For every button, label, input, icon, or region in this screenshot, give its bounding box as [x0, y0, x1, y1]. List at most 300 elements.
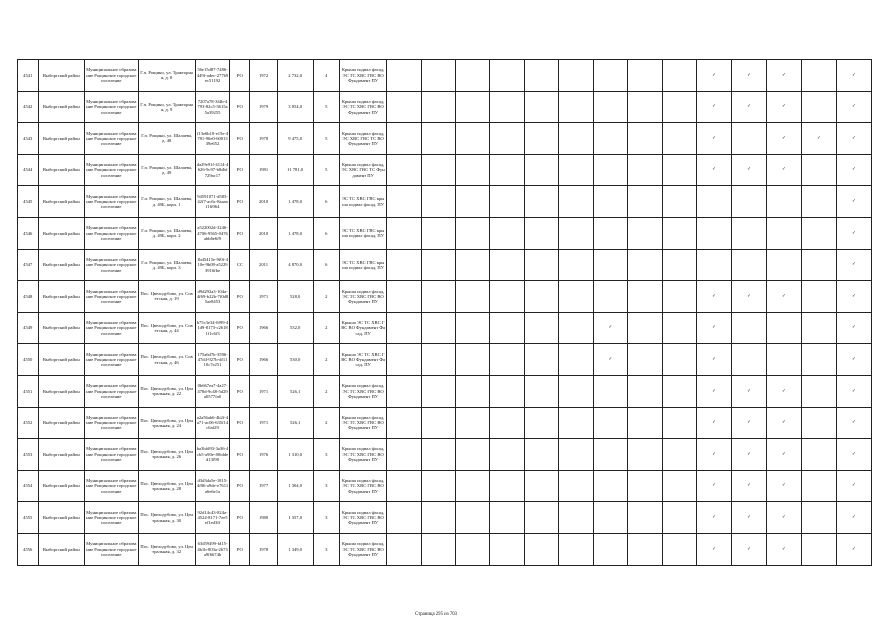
guid-cell: 56e15d87-7486-449f-adec-277b9ec51192: [195, 60, 230, 92]
empty-check-cell: [732, 312, 767, 344]
empty-check-cell: [801, 312, 836, 344]
floors-cell: 3: [313, 533, 339, 565]
empty-check-cell: [662, 281, 696, 313]
check-mark-icon: ✓: [836, 344, 871, 376]
address-cell: Пос. Цвелодубово, ул. Советская, д. 19: [138, 281, 195, 313]
check-mark-icon: ✓: [732, 533, 767, 565]
works-cell: Крыша подвал фасад, ЭС ТС ХВС ГВС ВО Фундамент ПУ: [339, 91, 387, 123]
floors-cell: 2: [313, 375, 339, 407]
empty-check-cell: [628, 186, 662, 218]
address-cell: Г.п. Рощино, ул. Шалаева, д. 49Б, корп. 1: [138, 186, 195, 218]
empty-check-cell: [490, 154, 524, 186]
address-cell: Г.п. Рощино, ул. Шалаева, д. 49: [138, 154, 195, 186]
district-cell: Выборгский район: [38, 123, 85, 155]
table-row: [18, 312, 872, 344]
empty-check-cell: [697, 217, 732, 249]
empty-check-cell: [628, 60, 662, 92]
district-cell: Выборгский район: [38, 217, 85, 249]
district-cell: Выборгский район: [38, 312, 85, 344]
municipality-cell: Муниципальное образование Рощинское городское поселение: [85, 312, 139, 344]
empty-check-cell: [421, 249, 455, 281]
district-cell: Выборгский район: [38, 344, 85, 376]
sign-cell: РО: [230, 375, 250, 407]
floors-cell: 2: [313, 312, 339, 344]
works-cell: Крыша ЭС ТС ХВС ГВС ВО Фундамент Фасад, ПУ: [339, 312, 387, 344]
check-mark-icon: ✓: [767, 123, 802, 155]
row-number: 4541: [18, 60, 39, 92]
table-row: [18, 407, 872, 439]
empty-check-cell: [801, 217, 836, 249]
empty-check-cell: [421, 60, 455, 92]
empty-check-cell: [421, 502, 455, 534]
empty-check-cell: [456, 217, 490, 249]
municipality-cell: Муниципальное образование Рощинское городское поселение: [85, 407, 139, 439]
empty-check-cell: [524, 249, 558, 281]
check-mark-icon: ✓: [697, 154, 732, 186]
floors-cell: 4: [313, 60, 339, 92]
district-cell: Выборгский район: [38, 60, 85, 92]
sign-cell: РО: [230, 281, 250, 313]
empty-check-cell: [421, 186, 455, 218]
check-mark-icon: ✓: [767, 375, 802, 407]
works-cell: Крыша подвал фасад, ЭС ХВС ГВС ТС Фундамент ПУ: [339, 154, 387, 186]
address-cell: Пос. Цвелодубово, ул. Центральная, д. 28: [138, 470, 195, 502]
empty-check-cell: [456, 533, 490, 565]
empty-check-cell: [559, 533, 593, 565]
area-cell: 530,0: [277, 344, 313, 376]
empty-check-cell: [801, 154, 836, 186]
empty-check-cell: [559, 217, 593, 249]
empty-check-cell: [767, 249, 802, 281]
year-cell: 1980: [250, 502, 277, 534]
empty-check-cell: [490, 470, 524, 502]
empty-check-cell: [559, 123, 593, 155]
empty-check-cell: [628, 407, 662, 439]
empty-check-cell: [524, 91, 558, 123]
empty-check-cell: [801, 186, 836, 218]
district-cell: Выборгский район: [38, 375, 85, 407]
check-mark-icon: ✓: [836, 502, 871, 534]
row-number: 4556: [18, 533, 39, 565]
check-mark-icon: ✓: [836, 281, 871, 313]
empty-check-cell: [490, 344, 524, 376]
table-row: [18, 281, 872, 313]
address-cell: Г.п. Рощино, ул. Шалаева, д. 48: [138, 123, 195, 155]
empty-check-cell: [456, 249, 490, 281]
empty-check-cell: [456, 312, 490, 344]
empty-check-cell: [559, 312, 593, 344]
empty-check-cell: [524, 470, 558, 502]
empty-check-cell: [732, 344, 767, 376]
area-cell: 9 475,0: [277, 123, 313, 155]
check-mark-icon: ✓: [836, 375, 871, 407]
empty-check-cell: [662, 154, 696, 186]
empty-check-cell: [524, 375, 558, 407]
empty-check-cell: [387, 60, 421, 92]
empty-check-cell: [456, 281, 490, 313]
sign-cell: РО: [230, 502, 250, 534]
empty-check-cell: [387, 439, 421, 471]
municipality-cell: Муниципальное образование Рощинское городское поселение: [85, 281, 139, 313]
table-row: [18, 60, 872, 92]
empty-check-cell: [456, 407, 490, 439]
guid-cell: da29e91f-4114-4626-9c97-b8dbf729ac17: [195, 154, 230, 186]
check-mark-icon: ✓: [697, 375, 732, 407]
empty-check-cell: [801, 375, 836, 407]
guid-cell: 1bd5415e-9f0f-410e-9b08-a52293916fbe: [195, 249, 230, 281]
check-mark-icon: ✓: [732, 502, 767, 534]
empty-check-cell: [421, 533, 455, 565]
empty-check-cell: [593, 407, 628, 439]
area-cell: 528,0: [277, 281, 313, 313]
empty-check-cell: [801, 60, 836, 92]
empty-check-cell: [456, 123, 490, 155]
sign-cell: РО: [230, 60, 250, 92]
check-mark-icon: ✓: [836, 407, 871, 439]
table-row: [18, 154, 872, 186]
empty-check-cell: [593, 502, 628, 534]
year-cell: 1972: [250, 60, 277, 92]
empty-check-cell: [387, 186, 421, 218]
sign-cell: РО: [230, 344, 250, 376]
check-mark-icon: ✓: [697, 502, 732, 534]
check-mark-icon: ✓: [697, 312, 732, 344]
sign-cell: СС: [230, 249, 250, 281]
check-mark-icon: ✓: [836, 123, 871, 155]
year-cell: 1971: [250, 281, 277, 313]
empty-check-cell: [559, 470, 593, 502]
year-cell: 1978: [250, 123, 277, 155]
empty-check-cell: [387, 344, 421, 376]
area-cell: 4 870,0: [277, 249, 313, 281]
address-cell: Г.п. Рощино, ул. Шалаева, д. 49Б, корп. 3: [138, 249, 195, 281]
empty-check-cell: [662, 217, 696, 249]
empty-check-cell: [387, 217, 421, 249]
empty-check-cell: [421, 217, 455, 249]
table-row: [18, 502, 872, 534]
address-cell: Пос. Цвелодубово, ул. Советская, д. 44: [138, 312, 195, 344]
guid-cell: a522002d-3246-4706-9565-0476abb6e6f9: [195, 217, 230, 249]
empty-check-cell: [559, 91, 593, 123]
guid-cell: d9d292a3-104a-4f69-b22b-7f0d85ae8453: [195, 281, 230, 313]
empty-check-cell: [593, 186, 628, 218]
year-cell: 1966: [250, 312, 277, 344]
check-mark-icon: ✓: [697, 470, 732, 502]
check-mark-icon: ✓: [767, 281, 802, 313]
district-cell: Выборгский район: [38, 407, 85, 439]
municipality-cell: Муниципальное образование Рощинское городское поселение: [85, 439, 139, 471]
empty-check-cell: [559, 281, 593, 313]
check-mark-icon: ✓: [767, 60, 802, 92]
works-cell: Крыша подвал фасад, ЭС ХВС ГВС ТС ВО Фундамент ПУ: [339, 123, 387, 155]
empty-check-cell: [524, 312, 558, 344]
empty-check-cell: [662, 186, 696, 218]
check-mark-icon: ✓: [836, 533, 871, 565]
empty-check-cell: [387, 123, 421, 155]
row-number: 4552: [18, 407, 39, 439]
empty-check-cell: [524, 344, 558, 376]
empty-check-cell: [490, 123, 524, 155]
district-cell: Выборгский район: [38, 281, 85, 313]
empty-check-cell: [801, 91, 836, 123]
sign-cell: РО: [230, 533, 250, 565]
row-number: 4546: [18, 217, 39, 249]
empty-check-cell: [662, 91, 696, 123]
row-number: 4549: [18, 312, 39, 344]
empty-check-cell: [456, 154, 490, 186]
empty-check-cell: [593, 439, 628, 471]
municipality-cell: Муниципальное образование Рощинское городское поселение: [85, 154, 139, 186]
municipality-cell: Муниципальное образование Рощинское городское поселение: [85, 123, 139, 155]
address-cell: Пос. Цвелодубово, ул. Центральная, д. 26: [138, 439, 195, 471]
floors-cell: 3: [313, 502, 339, 534]
empty-check-cell: [421, 281, 455, 313]
empty-check-cell: [628, 123, 662, 155]
empty-check-cell: [421, 91, 455, 123]
address-cell: Пос. Цвелодубово, ул. Центральная, д. 24: [138, 407, 195, 439]
address-cell: Пос. Цвелодубово, ул. Центральная, д. 30: [138, 502, 195, 534]
table-row: [18, 217, 872, 249]
guid-cell: 0b667ea7-4a27-478d-9c48-5d29a0577fa0: [195, 375, 230, 407]
table-row: [18, 123, 872, 155]
floors-cell: 5: [313, 123, 339, 155]
empty-check-cell: [801, 533, 836, 565]
municipality-cell: Муниципальное образование Рощинское городское поселение: [85, 249, 139, 281]
works-cell: Крыша подвал фасад, ЭС ТС ХВС ГВС ВО Фундамент ПУ: [339, 502, 387, 534]
empty-check-cell: [628, 91, 662, 123]
year-cell: 1971: [250, 407, 277, 439]
empty-check-cell: [387, 375, 421, 407]
empty-check-cell: [662, 407, 696, 439]
empty-check-cell: [421, 439, 455, 471]
year-cell: 1979: [250, 91, 277, 123]
year-cell: 1971: [250, 375, 277, 407]
works-cell: ЭС ТС ХВС ГВС крыша подвал фасад, ПУ: [339, 249, 387, 281]
table-row: [18, 186, 872, 218]
empty-check-cell: [593, 60, 628, 92]
empty-check-cell: [524, 502, 558, 534]
check-mark-icon: ✓: [767, 470, 802, 502]
empty-check-cell: [662, 344, 696, 376]
check-mark-icon: ✓: [767, 502, 802, 534]
area-cell: 11 781,0: [277, 154, 313, 186]
empty-check-cell: [524, 217, 558, 249]
works-cell: Крыша подвал фасад, ЭС ТС ХВС ГВС ВО Фундамент ПУ: [339, 375, 387, 407]
works-cell: Крыша подвал фасад, ЭС ТС ХВС ГВС ВО Фундамент ПУ: [339, 60, 387, 92]
empty-check-cell: [767, 217, 802, 249]
guid-cell: 63d59499-fd15-4b1b-803a-2673a9f6674b: [195, 533, 230, 565]
empty-check-cell: [559, 249, 593, 281]
empty-check-cell: [490, 249, 524, 281]
floors-cell: 6: [313, 186, 339, 218]
works-cell: ЭС ТС ХВС ГВС крыша подвал фасад, ПУ: [339, 186, 387, 218]
municipality-cell: Муниципальное образование Рощинское городское поселение: [85, 186, 139, 218]
empty-check-cell: [662, 249, 696, 281]
year-cell: 1976: [250, 439, 277, 471]
empty-check-cell: [628, 312, 662, 344]
empty-check-cell: [593, 470, 628, 502]
empty-check-cell: [387, 312, 421, 344]
table-row: [18, 249, 872, 281]
works-cell: Крыша подвал фасад, ЭС ТС ХВС ГВС ВО Фундамент ПУ: [339, 281, 387, 313]
year-cell: 2010: [250, 217, 277, 249]
empty-check-cell: [456, 502, 490, 534]
table-row: [18, 470, 872, 502]
row-number: 4542: [18, 91, 39, 123]
empty-check-cell: [593, 154, 628, 186]
row-number: 4548: [18, 281, 39, 313]
empty-check-cell: [524, 407, 558, 439]
empty-check-cell: [801, 502, 836, 534]
empty-check-cell: [490, 502, 524, 534]
check-mark-icon: ✓: [836, 249, 871, 281]
works-cell: Крыша ЭС ТС ХВС ГВС ВО Фундамент Фасад, ПУ: [339, 344, 387, 376]
empty-check-cell: [421, 312, 455, 344]
check-mark-icon: ✓: [732, 407, 767, 439]
row-number: 4543: [18, 123, 39, 155]
empty-check-cell: [387, 154, 421, 186]
check-mark-icon: ✓: [732, 281, 767, 313]
check-mark-icon: ✓: [767, 91, 802, 123]
empty-check-cell: [559, 154, 593, 186]
year-cell: 1981: [250, 154, 277, 186]
empty-check-cell: [628, 154, 662, 186]
municipality-cell: Муниципальное образование Рощинское городское поселение: [85, 60, 139, 92]
empty-check-cell: [490, 186, 524, 218]
address-cell: Пос. Цвелодубово, ул. Центральная, д. 22: [138, 375, 195, 407]
empty-check-cell: [593, 123, 628, 155]
empty-check-cell: [801, 249, 836, 281]
empty-check-cell: [593, 375, 628, 407]
area-cell: 532,0: [277, 312, 313, 344]
guid-cell: a2a56ab6-4b2f-4a71-ac06-635f14c6af29: [195, 407, 230, 439]
check-mark-icon: ✓: [836, 154, 871, 186]
empty-check-cell: [628, 533, 662, 565]
check-mark-icon: ✓: [697, 407, 732, 439]
check-mark-icon: ✓: [697, 60, 732, 92]
empty-check-cell: [662, 533, 696, 565]
empty-check-cell: [732, 123, 767, 155]
check-mark-icon: ✓: [697, 344, 732, 376]
address-cell: Пос. Цвелодубово, ул. Центральная, д. 32: [138, 533, 195, 565]
sign-cell: РО: [230, 123, 250, 155]
works-cell: Крыша подвал фасад, ЭС ТС ХВС ГВС ВО Фундамент ПУ: [339, 533, 387, 565]
table-row: [18, 375, 872, 407]
row-number: 4551: [18, 375, 39, 407]
district-cell: Выборгский район: [38, 154, 85, 186]
floors-cell: 3: [313, 470, 339, 502]
empty-check-cell: [421, 375, 455, 407]
empty-check-cell: [662, 60, 696, 92]
empty-check-cell: [732, 249, 767, 281]
row-number: 4554: [18, 470, 39, 502]
empty-check-cell: [732, 186, 767, 218]
empty-check-cell: [559, 60, 593, 92]
empty-check-cell: [456, 439, 490, 471]
check-mark-icon: ✓: [836, 217, 871, 249]
page-number-footer: Страница 295 из 703: [414, 612, 458, 617]
year-cell: 1978: [250, 533, 277, 565]
check-mark-icon: ✓: [732, 439, 767, 471]
year-cell: 2010: [250, 186, 277, 218]
sign-cell: РО: [230, 186, 250, 218]
check-mark-icon: ✓: [801, 123, 836, 155]
register-table: [17, 59, 872, 566]
empty-check-cell: [490, 375, 524, 407]
municipality-cell: Муниципальное образование Рощинское городское поселение: [85, 375, 139, 407]
municipality-cell: Муниципальное образование Рощинское городское поселение: [85, 344, 139, 376]
district-cell: Выборгский район: [38, 533, 85, 565]
area-cell: 1 310,0: [277, 439, 313, 471]
empty-check-cell: [628, 502, 662, 534]
empty-check-cell: [387, 281, 421, 313]
row-number: 4555: [18, 502, 39, 534]
empty-check-cell: [801, 470, 836, 502]
works-cell: Крыша подвал фасад, ЭС ТС ХВС ГВС ВО Фундамент ПУ: [339, 439, 387, 471]
check-mark-icon: ✓: [697, 281, 732, 313]
area-cell: 1 357,0: [277, 502, 313, 534]
empty-check-cell: [490, 217, 524, 249]
municipality-cell: Муниципальное образование Рощинское городское поселение: [85, 470, 139, 502]
empty-check-cell: [524, 186, 558, 218]
year-cell: 1966: [250, 344, 277, 376]
empty-check-cell: [421, 344, 455, 376]
empty-check-cell: [559, 407, 593, 439]
sign-cell: РО: [230, 312, 250, 344]
table-body: [18, 60, 872, 566]
empty-check-cell: [801, 407, 836, 439]
empty-check-cell: [697, 186, 732, 218]
works-cell: Крыша подвал фасад, ЭС ТС ХВС ГВС ВО Фундамент ПУ: [339, 470, 387, 502]
empty-check-cell: [387, 91, 421, 123]
empty-check-cell: [628, 470, 662, 502]
check-mark-icon: ✓: [697, 123, 732, 155]
empty-check-cell: [490, 60, 524, 92]
check-mark-icon: ✓: [732, 154, 767, 186]
empty-check-cell: [421, 123, 455, 155]
year-cell: 1977: [250, 470, 277, 502]
empty-check-cell: [767, 344, 802, 376]
municipality-cell: Муниципальное образование Рощинское городское поселение: [85, 217, 139, 249]
address-cell: Г.п. Рощино, ул. Тракторная, д. 9: [138, 91, 195, 123]
empty-check-cell: [801, 281, 836, 313]
empty-check-cell: [593, 91, 628, 123]
area-cell: 1 349,0: [277, 533, 313, 565]
check-mark-icon: ✓: [732, 470, 767, 502]
empty-check-cell: [767, 312, 802, 344]
empty-check-cell: [628, 344, 662, 376]
municipality-cell: Муниципальное образование Рощинское городское поселение: [85, 91, 139, 123]
area-cell: 1 478,0: [277, 186, 313, 218]
empty-check-cell: [662, 123, 696, 155]
check-mark-icon: ✓: [593, 312, 628, 344]
row-number: 4547: [18, 249, 39, 281]
empty-check-cell: [490, 407, 524, 439]
guid-cell: 94591071-d583-42f7-ac6c-8aaaaf1ff064: [195, 186, 230, 218]
district-cell: Выборгский район: [38, 502, 85, 534]
empty-check-cell: [697, 249, 732, 281]
empty-check-cell: [456, 344, 490, 376]
empty-check-cell: [662, 439, 696, 471]
empty-check-cell: [456, 60, 490, 92]
table-row: [18, 439, 872, 471]
check-mark-icon: ✓: [697, 439, 732, 471]
check-mark-icon: ✓: [836, 312, 871, 344]
empty-check-cell: [662, 312, 696, 344]
empty-check-cell: [387, 249, 421, 281]
area-cell: 526,1: [277, 407, 313, 439]
empty-check-cell: [628, 375, 662, 407]
